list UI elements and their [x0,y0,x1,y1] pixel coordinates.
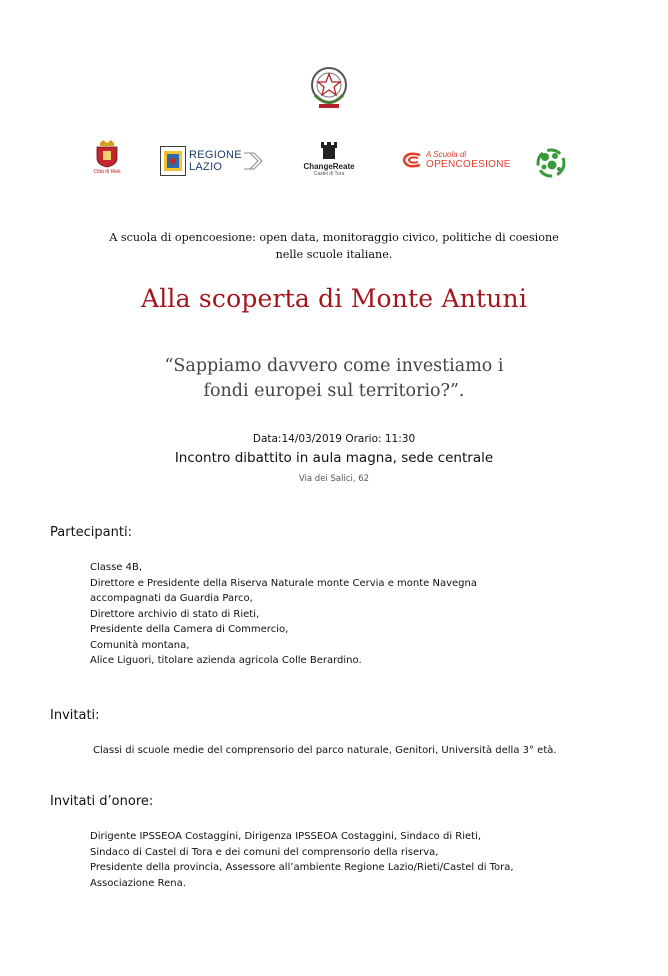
lazio-text-line2: LAZIO [189,161,223,173]
tower-icon [318,140,340,160]
lazio-mark-icon [160,146,186,176]
list-item: Classi di scuole medie del comprensorio del parco naturale, Genitori, Università della 3° età. [93,745,557,756]
quote-text [100,354,568,404]
list-item: Sindaco di Castel di Tora e dei comuni del comprensorio della riserva, [90,846,439,858]
changereate-caption: Castel di Tora [313,171,345,177]
list-item: Comunità montana, [90,639,190,651]
list-item: Classe 4B, [90,562,143,573]
intro-line1: A scuola di opencoesione: open data, monitoraggio civico, politiche di coesione [109,231,559,244]
opencoesione-line2: OPENCOESIONE [426,159,511,170]
italian-republic-emblem-icon [307,62,351,112]
regione-lazio-logo [160,146,270,176]
partecipanti-heading: Partecipanti: [50,525,132,540]
list-item: Dirigente IPSSEOA Costaggini, Dirigenza IPSSEOA Costaggini, Sindaco di Rieti, [90,831,482,842]
list-item: Direttore e Presidente della Riserva Naturale monte Cervia e monte Navegna [90,577,477,589]
list-item: Associazione Rena. [90,877,186,889]
changereate-logo [294,140,364,177]
opencoesione-line1: A Scuola di [426,150,467,159]
event-address: Via dei Salici, 62 [298,474,370,484]
event-description: Incontro dibattito in aula magna, sede centrale [174,450,494,466]
rieti-coat-of-arms-logo [93,138,121,175]
list-item: Presidente della Camera di Commercio, [90,624,289,635]
invitati-list [93,743,557,759]
list-item: Direttore archivio di stato di Rieti, [90,608,260,620]
green-dots-icon [532,144,570,182]
list-item: Presidente della provincia, Assessore all’ambiente Regione Lazio/Rieti/Castel di Tora, [90,862,514,873]
intro-line2: nelle scuole italiane. [275,248,393,261]
event-datetime: Data:14/03/2019 Orario: 11:30 [252,433,416,445]
lazio-text-line1: REGIONE [189,149,242,161]
invitati-onore-list [90,829,514,891]
opencoesione-mark-icon [402,152,422,168]
quote-line1: “Sappiamo davvero come investiamo i [164,356,504,376]
invitati-heading: Invitati: [50,708,100,723]
lazio-stripes-icon [242,147,270,175]
rieti-caption: Città di Rieti [93,169,121,175]
green-circle-logo [531,144,571,182]
quote-line2: fondi europei sul territorio?”. [203,381,465,401]
list-item: accompagnati da Guardia Parco, [90,593,253,604]
intro-text [60,229,608,263]
changereate-text: ChangeReate [303,162,355,171]
list-item: Alice Liguori, titolare azienda agricola Colle Berardino. [90,655,362,666]
partecipanti-list [90,560,477,669]
page-title: Alla scoperta di Monte Antuni [140,284,528,313]
invitati-onore-heading: Invitati d’onore: [50,794,154,809]
opencoesione-logo [402,150,511,170]
